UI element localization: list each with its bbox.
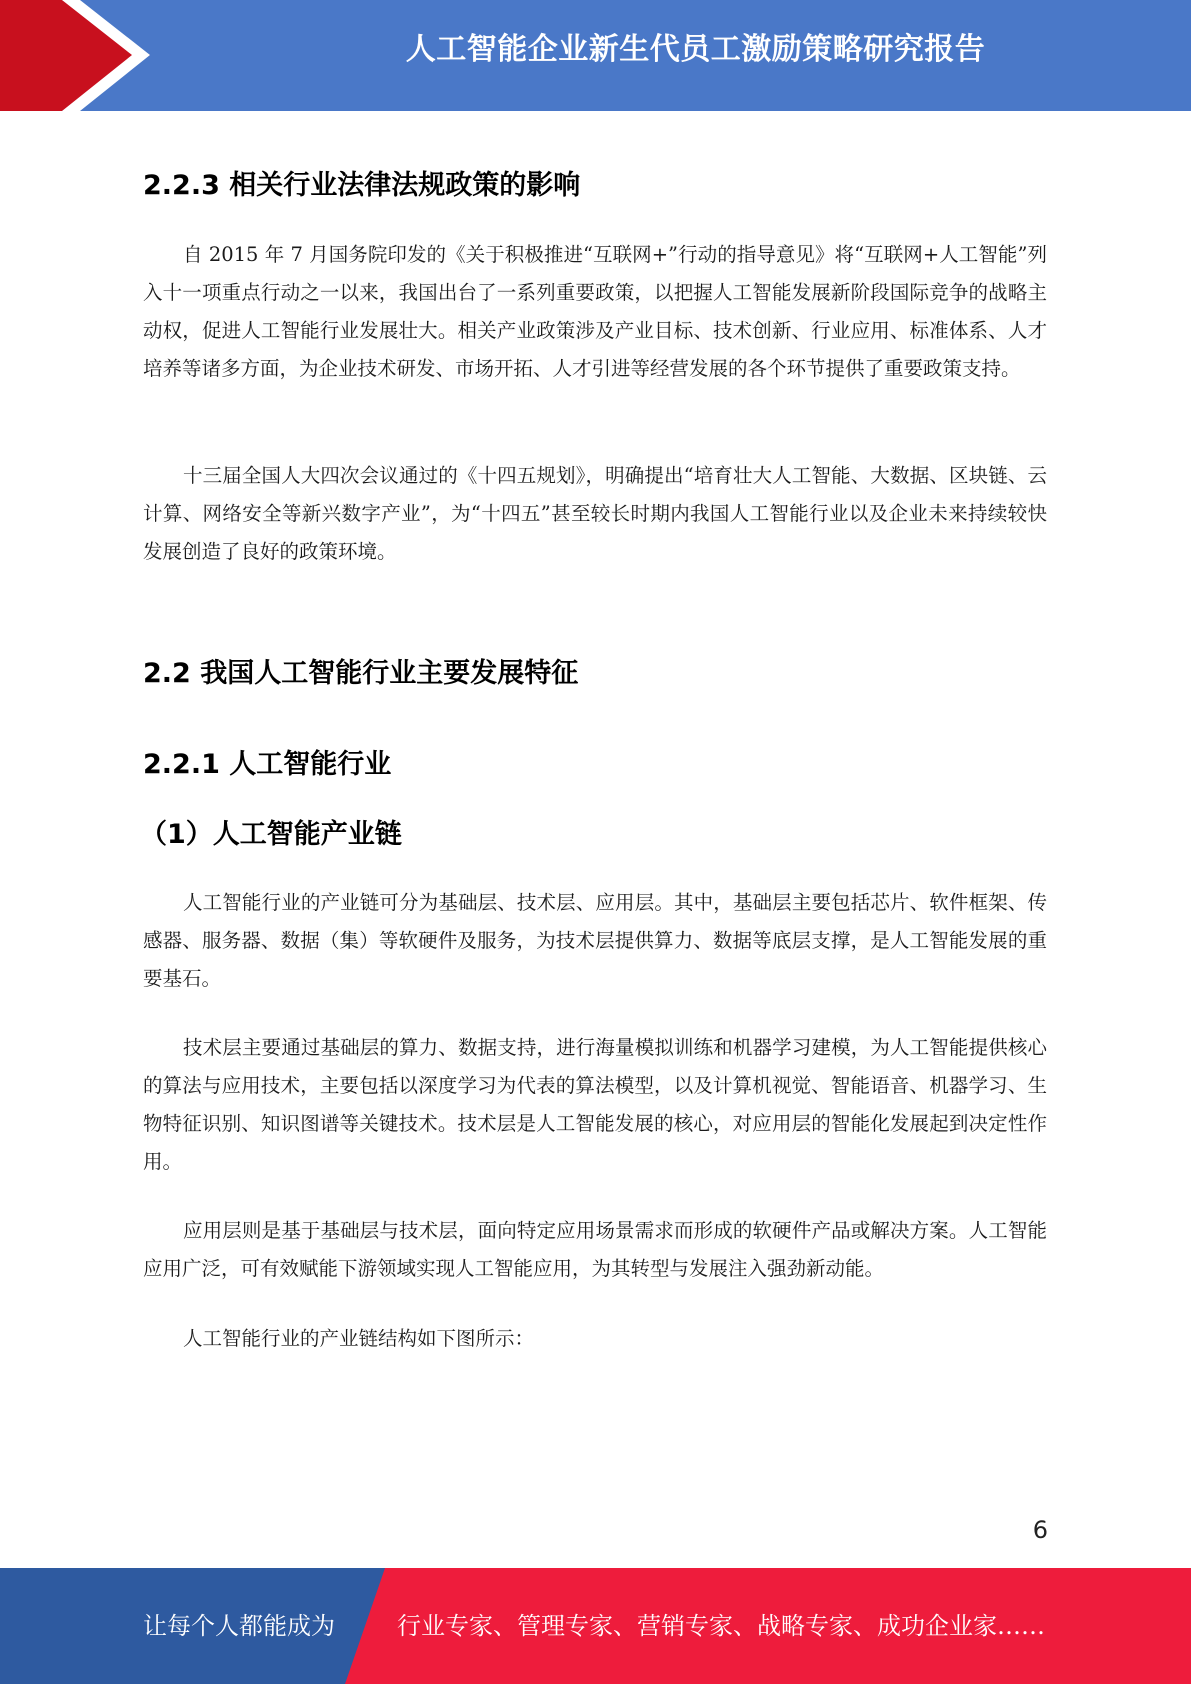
paragraph: 自 2015 年 7 月国务院印发的《关于积极推进“互联网+”行动的指导意见》将“互联网+人工智能”列入十一项重点行动之一以来，我国出台了一系列重要政策，以把握人工智能发展新阶段国际竞争的战略主动权，促进人工智能行业发展壮大。相关产业政策涉及产业目标、技术创新、行业应用、标准体系、人才培养等诸多方面，为企业技术研发、市场开拓、人才引进等经营发展的各个环节提供了重要政策支持。 bbox=[143, 243, 1047, 380]
section-heading-2-2-3: 2.2.3 相关行业法律法规政策的影响 bbox=[143, 170, 581, 201]
subsection-heading: （1）人工智能产业链 bbox=[140, 819, 402, 850]
page-number: 6 bbox=[1032, 1516, 1048, 1544]
paragraph: 人工智能行业的产业链可分为基础层、技术层、应用层。其中，基础层主要包括芯片、软件框架、传感器、服务器、数据（集）等软硬件及服务，为技术层提供算力、数据等底层支撑，是人工智能发展的重要基石。 bbox=[143, 891, 1047, 990]
section-heading-2-2: 2.2 我国人工智能行业主要发展特征 bbox=[143, 658, 579, 689]
paragraph: 应用层则是基于基础层与技术层，面向特定应用场景需求而形成的软硬件产品或解决方案。人工智能应用广泛，可有效赋能下游领域实现人工智能应用，为其转型与发展注入强劲新动能。 bbox=[143, 1219, 1047, 1280]
footer-slogan-left: 让每个人都能成为 bbox=[143, 1612, 335, 1640]
paragraph: 技术层主要通过基础层的算力、数据支持，进行海量模拟训练和机器学习建模，为人工智能提供核心的算法与应用技术，主要包括以深度学习为代表的算法模型，以及计算机视觉、智能语音、机器学习、生物特征识别、知识图谱等关键技术。技术层是人工智能发展的核心，对应用层的智能化发展起到决定性作用。 bbox=[143, 1036, 1047, 1173]
section-heading-2-2-1: 2.2.1 人工智能行业 bbox=[143, 749, 392, 780]
page-footer bbox=[0, 1568, 1191, 1684]
document-title: 人工智能企业新生代员工激励策略研究报告 bbox=[405, 32, 986, 67]
page-header bbox=[0, 0, 1191, 111]
paragraph: 人工智能行业的产业链结构如下图所示： bbox=[183, 1327, 535, 1350]
footer-slogan-right: 行业专家、管理专家、营销专家、战略专家、成功企业家…… bbox=[397, 1612, 1045, 1640]
paragraph: 十三届全国人大四次会议通过的《十四五规划》，明确提出“培育壮大人工智能、大数据、区块链、云计算、网络安全等新兴数字产业”，为“十四五”甚至较长时期内我国人工智能行业以及企业未来持续较快发展创造了良好的政策环境。 bbox=[143, 464, 1047, 563]
